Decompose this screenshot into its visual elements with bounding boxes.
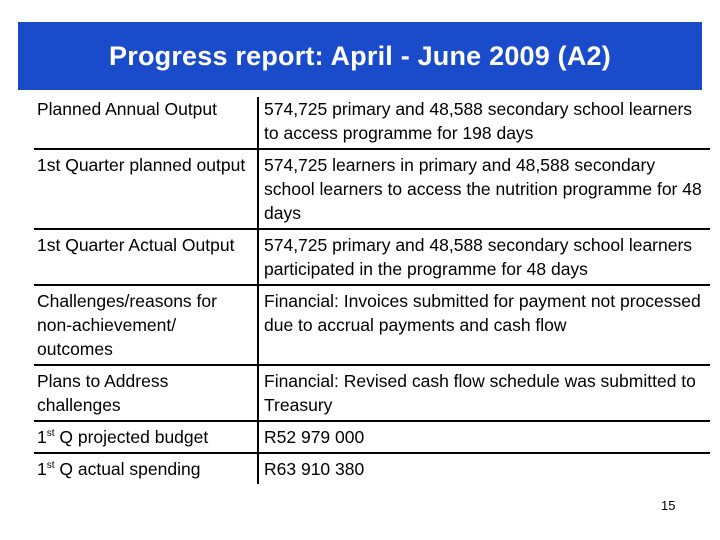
row-value: Financial: Invoices submitted for payment not processed due to accrual payments and cash flow — [258, 285, 710, 365]
row-value: R52 979 000 — [258, 421, 710, 453]
label-text: Q actual spending — [54, 459, 201, 479]
row-value: 574,725 primary and 48,588 secondary school learners participated in the programme for 48 days — [258, 229, 710, 285]
row-label — [34, 421, 258, 453]
table-row — [34, 453, 710, 484]
row-label: Planned Annual Output — [34, 97, 258, 149]
row-label: 1st Quarter Actual Output — [34, 229, 258, 285]
table-row — [34, 149, 710, 229]
table-row — [34, 97, 710, 149]
row-value: 574,725 learners in primary and 48,588 secondary school learners to access the nutrition programme for 48 days — [258, 149, 710, 229]
row-label: Plans to Address challenges — [34, 365, 258, 421]
page-title: Progress report: April - June 2009 (A2) — [109, 40, 611, 71]
row-value: R63 910 380 — [264, 459, 365, 479]
quarter-number: 1 — [37, 427, 47, 447]
table-row — [34, 285, 710, 365]
quarter-number: 1 — [37, 459, 47, 479]
table-row — [34, 365, 710, 421]
ordinal-suffix: st — [46, 428, 55, 439]
title-bar — [18, 22, 702, 90]
ordinal-suffix: st — [46, 460, 55, 471]
row-label — [34, 453, 258, 484]
row-label: 1st Quarter planned output — [34, 149, 258, 229]
row-value: 574,725 primary and 48,588 secondary school learners to access programme for 198 days — [258, 97, 710, 149]
row-label: Challenges/reasons for non-achievement/ outcomes — [34, 285, 258, 365]
label-text: Q projected budget — [54, 427, 209, 447]
page-number: 15 — [661, 498, 676, 513]
table-row — [34, 229, 710, 285]
progress-report-table — [34, 97, 710, 484]
row-value: Financial: Revised cash flow schedule was submitted to Treasury — [258, 365, 710, 421]
table-row — [34, 421, 710, 453]
